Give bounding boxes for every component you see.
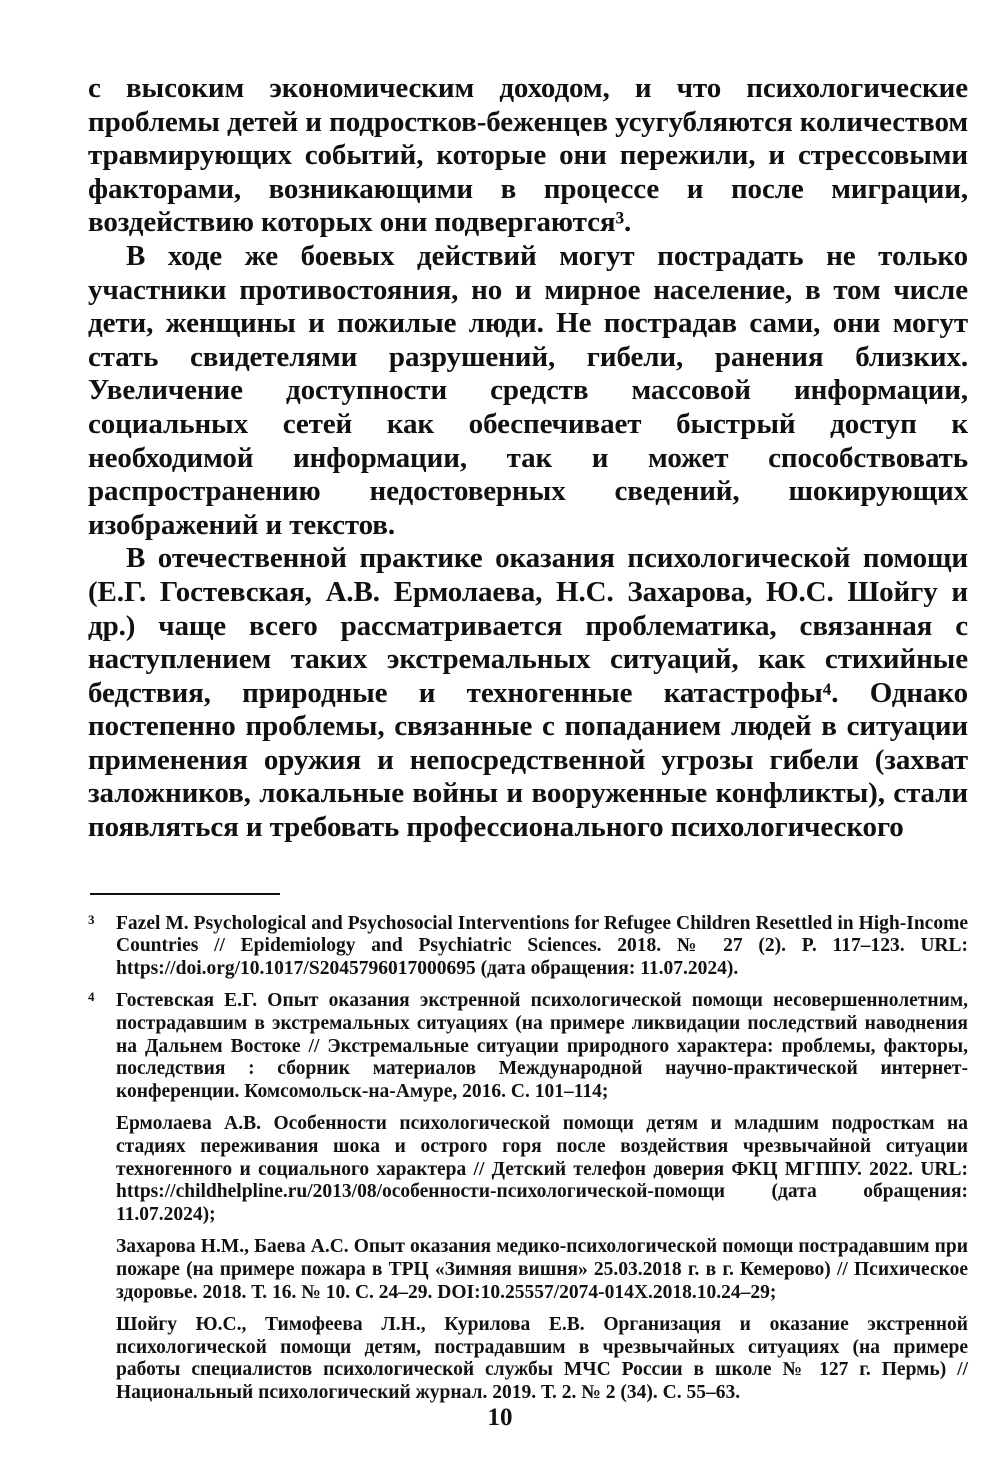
paragraph: В отечественной практике оказания психологической помощи (Е.Г. Гостевская, А.В. Ермолаева, Н.С. Захарова, Ю.С. Шойгу и др.) чаще всего рассматривается проблематика, связанная с наступлением таких экстремальных ситуаций, как стихийные бедствия, природные и техногенные катастрофы⁴. Однако постепенно проблемы, связанные с попаданием людей в ситуации применения оружия и непосредственной угрозы гибели (захват заложников, локальные войны и вооруженные конфликты), стали появляться и требовать профессионального психологического <box>88 542 968 844</box>
footnote-entry: Fazel M. Psychological and Psychosocial Interventions for Refugee Children Resettled in High-Income Countries // Epidemiology and Psychiatric Sciences. 2018. № 27 (2). P. 117–123. URL: https://doi.org/10.1017/S2045796017000695 (дата обращения: 11.07.2024). <box>116 912 968 979</box>
footnotes <box>88 913 968 1405</box>
footnote-entry: Захарова Н.М., Баева А.С. Опыт оказания медико-психологической помощи пострадавшим при пожаре (на примере пожара в ТРЦ «Зимняя вишня» 25.03.2018 г. в г. Кемерово) // Психическое здоровье. 2018. Т. 16. № 10. С. 24–29. DOI:10.25557/2074-014X.2018.10.24–29; <box>116 1236 968 1303</box>
footnote <box>88 990 968 1404</box>
page-number: 10 <box>487 1404 513 1431</box>
footnote <box>88 913 968 981</box>
footnote-entry: Шойгу Ю.С., Тимофеева Л.Н., Курилова Е.В. Организация и оказание экстренной психологической помощи детям, пострадавшим в чрезвычайных ситуациях (на примере работы специалистов психологической службы МЧС России в школе № 127 г. Пермь) // Национальный психологический журнал. 2019. Т. 2. № 2 (34). С. 55–63. <box>116 1314 968 1403</box>
book-page <box>88 72 968 1415</box>
footnote-body <box>116 990 968 1404</box>
paragraph: с высоким экономическим доходом, и что психологические проблемы детей и подростков-беженцев усугубляются количеством травмирующих событий, которые они пережили, и стрессовыми факторами, возникающими в процессе и после миграции, воздействию которых они подвергаются³. <box>88 72 968 239</box>
paragraph: В ходе же боевых действий могут пострадать не только участники противостояния, но и мирное население, в том числе дети, женщины и пожилые люди. Не пострадав сами, они могут стать свидетелями разрушений, гибели, ранения близких. Увеличение доступности средств массовой информации, социальных сетей как обеспечивает быстрый доступ к необходимой информации, так и может способствовать распространению недостоверных сведений, шокирующих изображений и текстов. <box>88 239 968 541</box>
footnote-body <box>116 913 968 981</box>
footnote-number: 4 <box>88 989 95 1005</box>
footnote-entry: Гостевская Е.Г. Опыт оказания экстренной психологической помощи несовершеннолетним, пострадавшим в экстремальных ситуациях (на примере ликвидации последствий наводнения на Дальнем Востоке // Экстремальные ситуации природного характера: проблемы, факторы, последствия : сборник материалов Международной научно-практической интернет-конференции. Комсомольск-на-Амуре, 2016. С. 101–114; <box>116 990 968 1102</box>
footnote-entry: Ермолаева А.В. Особенности психологической помощи детям и младшим подросткам на стадиях переживания шока и острого горя после воздействия чрезвычайной ситуации техногенного и социального характера // Детский телефон доверия ФКЦ МГППУ. 2022. URL: https://childhelpline.ru/2013/08/особенности-психологической-помощи (дата обращения: 11.07.2024); <box>116 1113 968 1225</box>
main-text <box>88 72 968 845</box>
footnote-number: 3 <box>88 911 95 927</box>
footnote-divider <box>90 893 280 895</box>
